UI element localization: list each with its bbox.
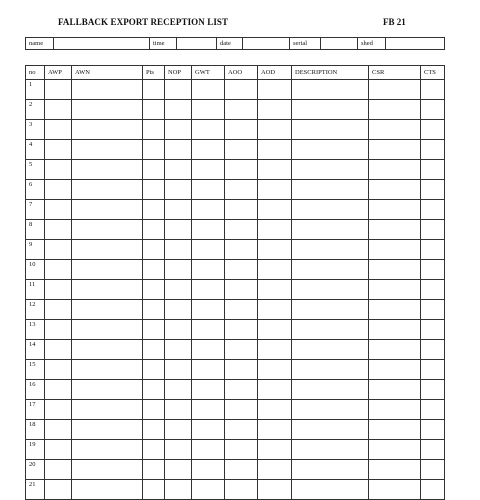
header-fields-table [25, 37, 445, 50]
cell-cts[interactable] [421, 280, 445, 300]
cell-aoo[interactable] [225, 280, 258, 300]
cell-pts[interactable] [143, 180, 165, 200]
cell-awp[interactable] [45, 380, 72, 400]
table-row [26, 200, 445, 220]
cell-nop[interactable] [165, 280, 192, 300]
row-number: 20 [26, 460, 45, 480]
cell-description[interactable] [292, 360, 369, 380]
table-row [26, 220, 445, 240]
cell-aod[interactable] [258, 400, 292, 420]
cell-aoo[interactable] [225, 340, 258, 360]
cell-description[interactable] [292, 180, 369, 200]
cell-description[interactable] [292, 420, 369, 440]
cell-csr[interactable] [369, 120, 421, 140]
cell-pts[interactable] [143, 280, 165, 300]
cell-awp[interactable] [45, 420, 72, 440]
cell-description[interactable] [292, 120, 369, 140]
cell-pts[interactable] [143, 380, 165, 400]
reception-list-table [25, 65, 445, 500]
serial-field[interactable] [321, 38, 358, 50]
cell-nop[interactable] [165, 480, 192, 500]
cell-nop[interactable] [165, 460, 192, 480]
cell-aod[interactable] [258, 220, 292, 240]
row-number: 9 [26, 240, 45, 260]
cell-aoo[interactable] [225, 200, 258, 220]
name-field[interactable] [54, 38, 150, 50]
cell-gwt[interactable] [192, 160, 225, 180]
row-number: 17 [26, 400, 45, 420]
cell-description[interactable] [292, 380, 369, 400]
cell-csr[interactable] [369, 80, 421, 100]
cell-aod[interactable] [258, 140, 292, 160]
cell-aod[interactable] [258, 340, 292, 360]
serial-label: serial [290, 38, 321, 50]
cell-cts[interactable] [421, 240, 445, 260]
cell-nop[interactable] [165, 260, 192, 280]
row-number: 6 [26, 180, 45, 200]
cell-pts[interactable] [143, 320, 165, 340]
cell-description[interactable] [292, 240, 369, 260]
row-number: 11 [26, 280, 45, 300]
column-header-aod: AOD [258, 66, 292, 80]
cell-nop[interactable] [165, 160, 192, 180]
table-row [26, 280, 445, 300]
cell-csr[interactable] [369, 220, 421, 240]
cell-pts[interactable] [143, 360, 165, 380]
table-row [26, 240, 445, 260]
column-header-csr: CSR [369, 66, 421, 80]
column-header-gwt: GWT [192, 66, 225, 80]
time-field[interactable] [177, 38, 217, 50]
cell-aod[interactable] [258, 120, 292, 140]
cell-awp[interactable] [45, 440, 72, 460]
cell-csr[interactable] [369, 160, 421, 180]
cell-pts[interactable] [143, 100, 165, 120]
cell-aoo[interactable] [225, 480, 258, 500]
cell-awp[interactable] [45, 200, 72, 220]
cell-cts[interactable] [421, 420, 445, 440]
cell-aod[interactable] [258, 380, 292, 400]
cell-cts[interactable] [421, 300, 445, 320]
cell-pts[interactable] [143, 420, 165, 440]
cell-aod[interactable] [258, 320, 292, 340]
cell-awp[interactable] [45, 100, 72, 120]
cell-awp[interactable] [45, 180, 72, 200]
cell-awn[interactable] [72, 80, 143, 100]
cell-csr[interactable] [369, 200, 421, 220]
cell-aoo[interactable] [225, 380, 258, 400]
cell-aoo[interactable] [225, 400, 258, 420]
cell-gwt[interactable] [192, 140, 225, 160]
cell-aoo[interactable] [225, 100, 258, 120]
date-field[interactable] [243, 38, 290, 50]
cell-nop[interactable] [165, 100, 192, 120]
cell-pts[interactable] [143, 260, 165, 280]
cell-description[interactable] [292, 400, 369, 420]
form-number: FB 21 [383, 17, 406, 27]
row-number: 1 [26, 80, 45, 100]
cell-awn[interactable] [72, 400, 143, 420]
cell-awn[interactable] [72, 480, 143, 500]
cell-description[interactable] [292, 440, 369, 460]
cell-cts[interactable] [421, 400, 445, 420]
cell-csr[interactable] [369, 460, 421, 480]
cell-awp[interactable] [45, 400, 72, 420]
cell-description[interactable] [292, 200, 369, 220]
column-header-pts: Pts [143, 66, 165, 80]
cell-csr[interactable] [369, 340, 421, 360]
cell-nop[interactable] [165, 400, 192, 420]
cell-awn[interactable] [72, 100, 143, 120]
column-header-aoo: AOO [225, 66, 258, 80]
row-number: 21 [26, 480, 45, 500]
cell-description[interactable] [292, 220, 369, 240]
cell-gwt[interactable] [192, 100, 225, 120]
cell-gwt[interactable] [192, 300, 225, 320]
cell-aoo[interactable] [225, 80, 258, 100]
cell-awn[interactable] [72, 320, 143, 340]
cell-cts[interactable] [421, 120, 445, 140]
cell-aoo[interactable] [225, 180, 258, 200]
cell-awn[interactable] [72, 240, 143, 260]
cell-csr[interactable] [369, 440, 421, 460]
cell-gwt[interactable] [192, 400, 225, 420]
cell-pts[interactable] [143, 440, 165, 460]
cell-aoo[interactable] [225, 420, 258, 440]
cell-gwt[interactable] [192, 420, 225, 440]
shed-label: shed [358, 38, 386, 50]
cell-awp[interactable] [45, 260, 72, 280]
column-header-cts: CTS [421, 66, 445, 80]
cell-awn[interactable] [72, 420, 143, 440]
date-label: date [217, 38, 243, 50]
table-row [26, 380, 445, 400]
table-row [26, 400, 445, 420]
cell-awn[interactable] [72, 300, 143, 320]
column-header-awp: AWP [45, 66, 72, 80]
cell-awp[interactable] [45, 480, 72, 500]
cell-nop[interactable] [165, 240, 192, 260]
row-number: 13 [26, 320, 45, 340]
cell-csr[interactable] [369, 180, 421, 200]
cell-description[interactable] [292, 320, 369, 340]
cell-gwt[interactable] [192, 180, 225, 200]
column-header-row [26, 66, 445, 80]
row-number: 7 [26, 200, 45, 220]
cell-pts[interactable] [143, 240, 165, 260]
row-number: 19 [26, 440, 45, 460]
shed-field[interactable] [386, 38, 445, 50]
cell-gwt[interactable] [192, 380, 225, 400]
form-title: FALLBACK EXPORT RECEPTION LIST [58, 17, 229, 27]
cell-awn[interactable] [72, 380, 143, 400]
cell-gwt[interactable] [192, 440, 225, 460]
cell-gwt[interactable] [192, 260, 225, 280]
cell-awn[interactable] [72, 180, 143, 200]
cell-awp[interactable] [45, 460, 72, 480]
cell-csr[interactable] [369, 100, 421, 120]
cell-csr[interactable] [369, 380, 421, 400]
cell-description[interactable] [292, 300, 369, 320]
cell-csr[interactable] [369, 260, 421, 280]
time-label: time [150, 38, 177, 50]
cell-cts[interactable] [421, 140, 445, 160]
cell-awn[interactable] [72, 340, 143, 360]
cell-description[interactable] [292, 480, 369, 500]
row-number: 15 [26, 360, 45, 380]
cell-cts[interactable] [421, 160, 445, 180]
column-header-no: no [26, 66, 45, 80]
cell-csr[interactable] [369, 280, 421, 300]
cell-description[interactable] [292, 80, 369, 100]
cell-awn[interactable] [72, 160, 143, 180]
cell-aoo[interactable] [225, 220, 258, 240]
cell-description[interactable] [292, 280, 369, 300]
cell-nop[interactable] [165, 200, 192, 220]
table-body [26, 80, 445, 500]
cell-awn[interactable] [72, 140, 143, 160]
column-header-description: DESCRIPTION [292, 66, 369, 80]
table-row [26, 260, 445, 280]
cell-description[interactable] [292, 340, 369, 360]
cell-aoo[interactable] [225, 120, 258, 140]
cell-csr[interactable] [369, 300, 421, 320]
cell-aod[interactable] [258, 360, 292, 380]
table-row [26, 320, 445, 340]
table-row [26, 160, 445, 180]
cell-aod[interactable] [258, 180, 292, 200]
cell-csr[interactable] [369, 140, 421, 160]
cell-aoo[interactable] [225, 300, 258, 320]
cell-cts[interactable] [421, 80, 445, 100]
cell-aoo[interactable] [225, 360, 258, 380]
cell-aod[interactable] [258, 480, 292, 500]
cell-cts[interactable] [421, 380, 445, 400]
cell-awn[interactable] [72, 120, 143, 140]
cell-cts[interactable] [421, 100, 445, 120]
cell-nop[interactable] [165, 80, 192, 100]
cell-nop[interactable] [165, 360, 192, 380]
cell-aod[interactable] [258, 300, 292, 320]
table-row [26, 100, 445, 120]
cell-awp[interactable] [45, 280, 72, 300]
cell-pts[interactable] [143, 200, 165, 220]
cell-pts[interactable] [143, 480, 165, 500]
cell-csr[interactable] [369, 480, 421, 500]
cell-awp[interactable] [45, 220, 72, 240]
cell-pts[interactable] [143, 400, 165, 420]
table-row [26, 140, 445, 160]
cell-cts[interactable] [421, 360, 445, 380]
cell-gwt[interactable] [192, 460, 225, 480]
cell-cts[interactable] [421, 200, 445, 220]
table-row [26, 80, 445, 100]
cell-nop[interactable] [165, 380, 192, 400]
cell-cts[interactable] [421, 440, 445, 460]
cell-nop[interactable] [165, 120, 192, 140]
row-number: 16 [26, 380, 45, 400]
cell-cts[interactable] [421, 460, 445, 480]
cell-awp[interactable] [45, 340, 72, 360]
cell-gwt[interactable] [192, 120, 225, 140]
column-header-awn: AWN [72, 66, 143, 80]
cell-awp[interactable] [45, 80, 72, 100]
cell-description[interactable] [292, 100, 369, 120]
column-header-nop: NOP [165, 66, 192, 80]
cell-aoo[interactable] [225, 160, 258, 180]
cell-awn[interactable] [72, 280, 143, 300]
row-number: 2 [26, 100, 45, 120]
cell-cts[interactable] [421, 340, 445, 360]
cell-aoo[interactable] [225, 440, 258, 460]
cell-nop[interactable] [165, 420, 192, 440]
cell-description[interactable] [292, 160, 369, 180]
cell-awn[interactable] [72, 260, 143, 280]
cell-awp[interactable] [45, 140, 72, 160]
cell-gwt[interactable] [192, 340, 225, 360]
row-number: 10 [26, 260, 45, 280]
cell-gwt[interactable] [192, 80, 225, 100]
cell-cts[interactable] [421, 260, 445, 280]
cell-description[interactable] [292, 260, 369, 280]
table-row [26, 480, 445, 500]
row-number: 8 [26, 220, 45, 240]
cell-csr[interactable] [369, 360, 421, 380]
name-label: name [26, 38, 54, 50]
cell-aod[interactable] [258, 160, 292, 180]
cell-awp[interactable] [45, 300, 72, 320]
cell-gwt[interactable] [192, 280, 225, 300]
cell-cts[interactable] [421, 480, 445, 500]
cell-csr[interactable] [369, 420, 421, 440]
cell-awn[interactable] [72, 200, 143, 220]
cell-aoo[interactable] [225, 260, 258, 280]
cell-pts[interactable] [143, 140, 165, 160]
cell-aod[interactable] [258, 240, 292, 260]
cell-awp[interactable] [45, 240, 72, 260]
cell-aod[interactable] [258, 420, 292, 440]
cell-aod[interactable] [258, 200, 292, 220]
table-row [26, 360, 445, 380]
cell-csr[interactable] [369, 320, 421, 340]
table-row [26, 120, 445, 140]
row-number: 12 [26, 300, 45, 320]
cell-csr[interactable] [369, 400, 421, 420]
table-row [26, 300, 445, 320]
cell-nop[interactable] [165, 220, 192, 240]
cell-nop[interactable] [165, 140, 192, 160]
cell-aoo[interactable] [225, 320, 258, 340]
cell-pts[interactable] [143, 460, 165, 480]
cell-nop[interactable] [165, 180, 192, 200]
cell-gwt[interactable] [192, 480, 225, 500]
cell-awn[interactable] [72, 220, 143, 240]
table-row [26, 440, 445, 460]
cell-awp[interactable] [45, 320, 72, 340]
cell-aod[interactable] [258, 100, 292, 120]
cell-nop[interactable] [165, 300, 192, 320]
cell-awp[interactable] [45, 160, 72, 180]
cell-cts[interactable] [421, 220, 445, 240]
cell-aoo[interactable] [225, 140, 258, 160]
table-row [26, 180, 445, 200]
cell-awn[interactable] [72, 360, 143, 380]
cell-pts[interactable] [143, 160, 165, 180]
cell-aoo[interactable] [225, 460, 258, 480]
cell-pts[interactable] [143, 120, 165, 140]
cell-aod[interactable] [258, 80, 292, 100]
row-number: 14 [26, 340, 45, 360]
row-number: 18 [26, 420, 45, 440]
cell-aod[interactable] [258, 440, 292, 460]
cell-aod[interactable] [258, 280, 292, 300]
cell-aoo[interactable] [225, 240, 258, 260]
table-row [26, 460, 445, 480]
cell-nop[interactable] [165, 440, 192, 460]
row-number: 3 [26, 120, 45, 140]
cell-gwt[interactable] [192, 220, 225, 240]
cell-pts[interactable] [143, 340, 165, 360]
cell-awp[interactable] [45, 360, 72, 380]
table-row [26, 420, 445, 440]
cell-nop[interactable] [165, 320, 192, 340]
cell-csr[interactable] [369, 240, 421, 260]
cell-awp[interactable] [45, 120, 72, 140]
cell-gwt[interactable] [192, 200, 225, 220]
table-row [26, 340, 445, 360]
cell-gwt[interactable] [192, 360, 225, 380]
cell-pts[interactable] [143, 220, 165, 240]
cell-awn[interactable] [72, 440, 143, 460]
cell-description[interactable] [292, 140, 369, 160]
row-number: 5 [26, 160, 45, 180]
cell-awn[interactable] [72, 460, 143, 480]
cell-cts[interactable] [421, 320, 445, 340]
cell-gwt[interactable] [192, 320, 225, 340]
cell-cts[interactable] [421, 180, 445, 200]
cell-pts[interactable] [143, 300, 165, 320]
cell-description[interactable] [292, 460, 369, 480]
cell-nop[interactable] [165, 340, 192, 360]
cell-pts[interactable] [143, 80, 165, 100]
cell-gwt[interactable] [192, 240, 225, 260]
cell-aod[interactable] [258, 260, 292, 280]
row-number: 4 [26, 140, 45, 160]
cell-aod[interactable] [258, 460, 292, 480]
